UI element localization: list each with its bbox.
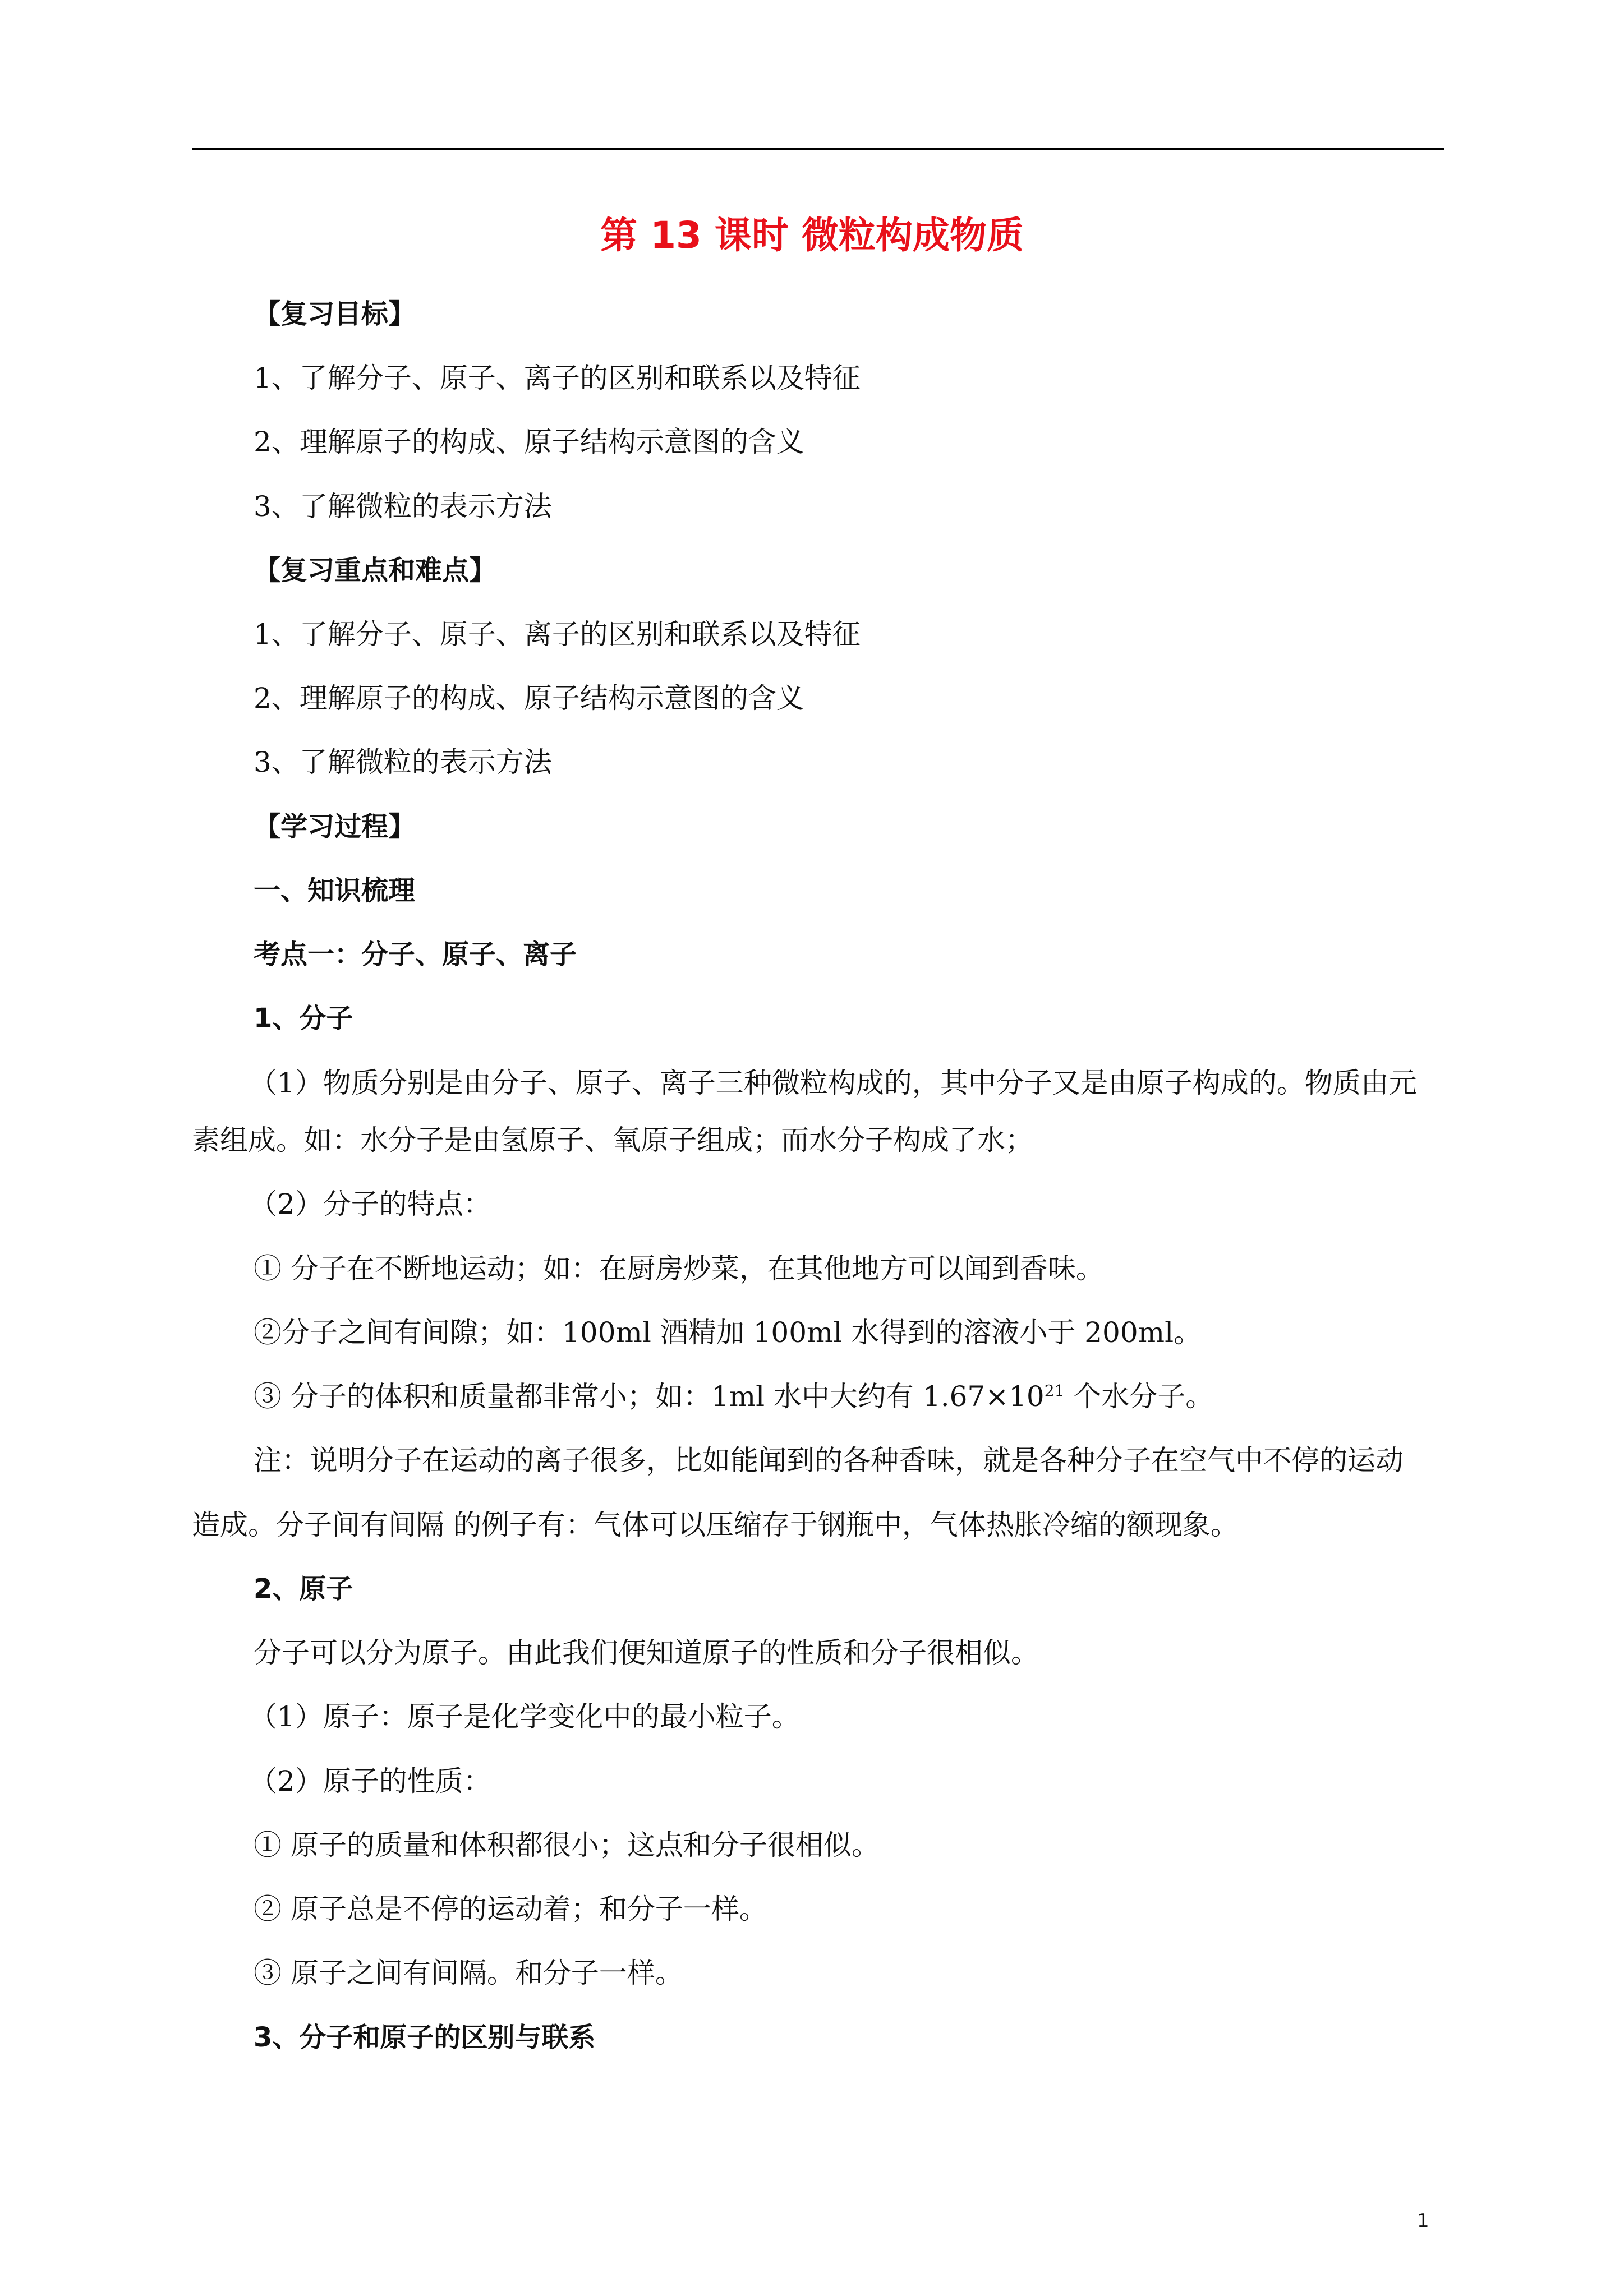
key-item: 3、了解微粒的表示方法 (254, 746, 552, 778)
point1-heading: 考点一：分子、原子、离子 (254, 939, 577, 970)
molecule-paragraph-line2: 素组成。如：水分子是由氢原子、氧原子组成；而水分子构成了水； (192, 1124, 1033, 1156)
process-heading: 【学习过程】 (254, 811, 416, 842)
feature-text: 个水分子。 (1064, 1380, 1214, 1413)
atom-property: ② 原子总是不停的运动着；和分子一样。 (254, 1893, 767, 1925)
goal-item: 1、了解分子、原子、离子的区别和联系以及特征 (254, 362, 861, 394)
molecule-paragraph-line1: （1）物质分别是由分子、原子、离子三种微粒构成的，其中分子又是由原子构成的。物质由元 (249, 1067, 1417, 1099)
atom-property: ① 原子的质量和体积都很小；这点和分子很相似。 (254, 1829, 880, 1861)
note-line2: 造成。分子间有间隔 的例子有：气体可以压缩存于钢瓶中，气体热胀冷缩的额现象。 (192, 1509, 1239, 1541)
goals-heading: 【复习目标】 (254, 298, 416, 330)
key-item: 2、理解原子的构成、原子结构示意图的含义 (254, 682, 804, 714)
exponent: 21 (1044, 1381, 1065, 1400)
atom-definition: （1）原子：原子是化学变化中的最小粒子。 (249, 1700, 800, 1733)
feature-text: ③ 分子的体积和质量都非常小；如：1ml 水中大约有 1.67×10 (254, 1380, 1045, 1413)
page-number: 1 (1417, 2210, 1429, 2232)
atom-intro: 分子可以分为原子。由此我们便知道原子的性质和分子很相似。 (254, 1636, 1039, 1669)
molecule-feature: ① 分子在不断地运动；如：在厨房炒菜，在其他地方可以闻到香味。 (254, 1252, 1104, 1285)
molecule-feature: ②分子之间有间隙；如：100ml 酒精加 100ml 水得到的溶液小于 200ml。 (254, 1316, 1202, 1349)
difference-heading: 3、分子和原子的区别与联系 (254, 2022, 596, 2053)
lesson-title: 第 13 课时 微粒构成物质 (600, 214, 1024, 257)
goal-item: 2、理解原子的构成、原子结构示意图的含义 (254, 426, 804, 458)
note-line1: 注：说明分子在运动的离子很多，比如能闻到的各种香味，就是各种分子在空气中不停的运动 (254, 1444, 1404, 1477)
header-rule (192, 148, 1444, 150)
atom-heading: 2、原子 (254, 1573, 353, 1605)
key-heading: 【复习重点和难点】 (254, 555, 496, 586)
knowledge-heading: 一、知识梳理 (254, 875, 416, 906)
atom-properties-heading: （2）原子的性质： (249, 1765, 491, 1797)
molecule-features-heading: （2）分子的特点： (249, 1188, 491, 1220)
molecule-heading: 1、分子 (254, 1003, 353, 1034)
goal-item: 3、了解微粒的表示方法 (254, 490, 552, 523)
key-item: 1、了解分子、原子、离子的区别和联系以及特征 (254, 618, 861, 651)
atom-property: ③ 原子之间有间隔。和分子一样。 (254, 1957, 683, 1989)
molecule-feature (0, 1376, 1624, 1417)
